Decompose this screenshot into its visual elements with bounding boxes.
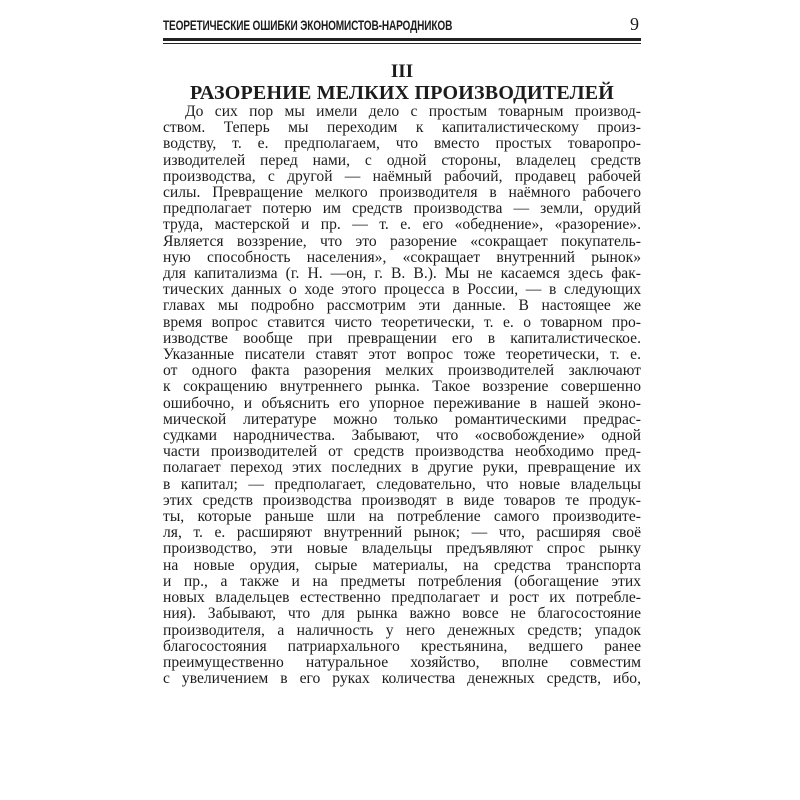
text-line: с увеличением в его руках количества денежных средств, ибо, [163,670,641,688]
text-line: производства, с другой — наёмный рабочий, продавец рабочей [163,167,641,185]
running-header [163,15,641,35]
text-line: полагает переход этих последних в другие руки, превращение их [163,459,641,477]
text-line: изводстве вообще при превращении его в капиталистическое. [163,329,641,347]
text-line: ты, которые раньше шли на потребление самого производите- [163,508,641,526]
text-line: части производителей от средств производства необходимо пред- [163,443,641,461]
text-line: производителя, а наличность у него денежных средств; упадок [163,621,641,639]
text-line: преимущественно натуральное хозяйство, вполне совместим [163,653,641,671]
text-line: ошибочно, и объяснить его упорное переживание в нашей эконо- [163,394,641,412]
text-line: мической литературе можно только романтическими предрас- [163,410,641,428]
text-line: производство, эти новые владельцы предъявляют спрос рынку [163,540,641,558]
text-line: этих средств производства производят в виде товаров те продук- [163,491,641,509]
text-line: для капитализма (г. Н. —он, г. В. В.). Мы не касаемся здесь фак- [163,265,641,283]
page-number: 9 [630,14,639,34]
chapter-number: III [390,61,414,82]
text-line: новых владельцев естественно предполагает и рост их потребле- [163,589,641,607]
text-line: на новые орудия, сырые материалы, на средства транспорта [163,556,641,574]
text-line: ния). Забывают, что для рынка важно вовсе не благосостояние [163,605,641,623]
text-line: благосостояния патриархального крестьянина, ведшего ранее [163,637,641,655]
text-line: в капитал; — предполагает, следовательно, что новые владельцы [163,475,641,493]
text-line: До сих пор мы имели дело с простым товарным производ- [185,103,641,120]
text-line: время вопрос ставится чисто теоретически, т. е. о товарном про- [163,313,641,331]
text-line: силы. Превращение мелкого производителя в наёмного рабочего [163,184,641,202]
text-line: к сокращению внутреннего рынка. Такое воззрение совершенно [163,378,641,396]
text-line: предполагает потерю им средств производства — земли, орудий [163,200,641,218]
running-title: ТЕОРЕТИЧЕСКИЕ ОШИБКИ ЭКОНОМИСТОВ-НАРОДНИКОВ [163,17,453,33]
header-rule-thick [163,38,641,41]
text-line: главах мы подробно рассмотрим эти данные. В настоящее же [163,297,641,315]
text-line: от одного факта разорения мелких производителей заключают [163,362,641,380]
text-line: и пр., а также и на предметы потребления (обогащение этих [163,572,641,590]
text-line: водству, т. е. предполагаем, что вместо простых товаропро- [163,135,641,153]
chapter-title: РАЗОРЕНИЕ МЕЛКИХ ПРОИЗВОДИТЕЛЕЙ [189,82,615,104]
text-line: изводителей перед нами, с одной стороны, владелец средств [163,151,641,169]
text-line: тических данных о ходе этого процесса в России, — в следующих [163,281,641,299]
text-line: судками народничества. Забывают, что «освобождение» одной [163,427,641,445]
text-line: Является воззрение, что это разорение «сокращает покупатель- [163,232,641,250]
header-rule-thin [163,43,641,44]
body-text [163,104,641,687]
text-line: ством. Теперь мы переходим к капиталистическому произ- [163,119,641,137]
text-line: труда, мастерской и пр. — т. е. его «обеднение», «разорение». [163,216,641,234]
text-line: Указанные писатели ставят этот вопрос тоже теоретически, т. е. [163,346,641,364]
text-line: ля, т. е. расширяют внутренний рынок; — что, расширяя своё [163,524,641,542]
text-line: ную способность населения», «сокращает внутренний рынок» [163,248,641,266]
